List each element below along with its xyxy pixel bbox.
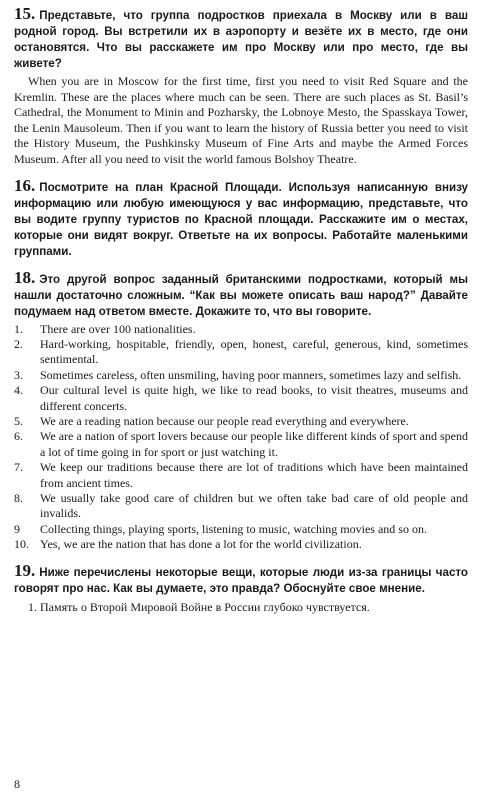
list-item-number: 4.: [14, 383, 23, 398]
task-16-number: 16.: [14, 175, 36, 195]
list-item-text: There are over 100 nationalities.: [40, 321, 196, 336]
task-18-heading-text: Это другой вопрос заданный британскими подростками, который мы нашли достаточно сложным. “Как вы можете описать ваш народ?” Давайте подумаем над ответом вместе. Докажите то, что вы говорите.: [14, 272, 468, 318]
page-number: 8: [14, 777, 20, 791]
list-item-text: Sometimes careless, often unsmiling, having poor manners, sometimes lazy and selfish.: [40, 367, 462, 382]
list-item: [14, 383, 468, 414]
task-19-heading-text: Ниже перечислены некоторые вещи, которые люди из-за границы часто говорят про нас. Как вы думаете, это правда? Обоснуйте свое мнение.: [14, 565, 468, 595]
list-item: [14, 537, 468, 552]
task-19-number: 19.: [14, 560, 36, 580]
task-19-heading: [14, 560, 468, 597]
list-item-text: We are a nation of sport lovers because our people like different kinds of sport and spend a lot of time going in for sport or just watching it.: [40, 429, 468, 459]
list-item-number: 3.: [14, 367, 23, 382]
task-19-item-1: 1. Память о Второй Мировой Войне в России глубоко чувствуется.: [28, 599, 370, 614]
task-16: [14, 175, 468, 260]
list-item-text: Hard-working, hospitable, friendly, open, honest, careful, generous, kind, sometimes sentimental.: [40, 336, 468, 367]
list-item-text: We keep our traditions because there are lot of traditions which have been maintained from ancient times.: [40, 460, 468, 490]
list-item-number: 8.: [14, 491, 23, 506]
list-item-number: 6.: [14, 429, 23, 444]
list-item: [14, 522, 468, 537]
list-item-text: Collecting things, playing sports, listening to music, watching movies and so on.: [40, 521, 427, 536]
task-15: [14, 6, 468, 168]
list-item-number: 2.: [14, 336, 23, 351]
list-item-number: 7.: [14, 460, 23, 475]
list-item-text: Our cultural level is quite high, we like to read books, to visit theatres, museums and different concerts.: [40, 383, 468, 413]
task-18-number: 18.: [14, 267, 36, 287]
task-18-heading: [14, 267, 468, 320]
list-item-number: 1.: [14, 321, 23, 336]
list-item: [14, 337, 468, 368]
list-item-number: 10.: [14, 537, 29, 552]
list-item-text: We are a reading nation because our people read everything and everywhere.: [40, 414, 409, 428]
list-item-text: Yes, we are the nation that has done a lot for the world civilization.: [40, 537, 362, 552]
task-19: [14, 560, 468, 616]
task-18-list: [14, 322, 468, 553]
task-15-text: When you are in Moscow for the first time, first you need to visit Red Square and the Kremlin. These are the places where much can be seen. There are such places as St. Basil’s Cathedral, the Monument to Minin and Pozharsky, the Lobnoye Mesto, the Spasskaya Tower, the Lenin Mausoleum. Then if you want to learn the history of Russia better you need to visit the History Museum, the Pushkinsky Museum of Fine Arts and maybe the Armed Forces Museum. After all you need to visit the world famous Bolshoy Theatre.: [14, 74, 468, 166]
list-item: [14, 414, 468, 429]
task-18: [14, 267, 468, 553]
list-item-number: 9: [14, 521, 20, 536]
list-item: [14, 460, 468, 491]
list-item-number: 5.: [14, 414, 23, 428]
task-16-heading-text: Посмотрите на план Красной Площади. Используя написанную внизу информацию или любую имеющуюся у вас информацию, представьте, что вы водите группу туристов по Красной площади. Расскажите им о местах, которые они видят вокруг. Ответьте на их вопросы. Работайте маленькими группами.: [14, 180, 468, 258]
task-15-heading-text: Представьте, что группа подростков приехала в Москву или в ваш родной город. Вы встретили их в аэропорту и везёте их в место, где они остановятся. Что вы расскажете им про Москву или про место, где вы живете?: [14, 9, 468, 70]
list-item: [14, 322, 468, 337]
list-item: [14, 429, 468, 460]
task-15-number: 15.: [14, 4, 36, 23]
task-15-heading: [14, 6, 468, 72]
list-item: [14, 368, 468, 383]
task-16-heading: [14, 175, 468, 260]
list-item: [14, 491, 468, 522]
list-item-text: We usually take good care of children but we often take bad care of old people and invalids.: [40, 491, 468, 521]
